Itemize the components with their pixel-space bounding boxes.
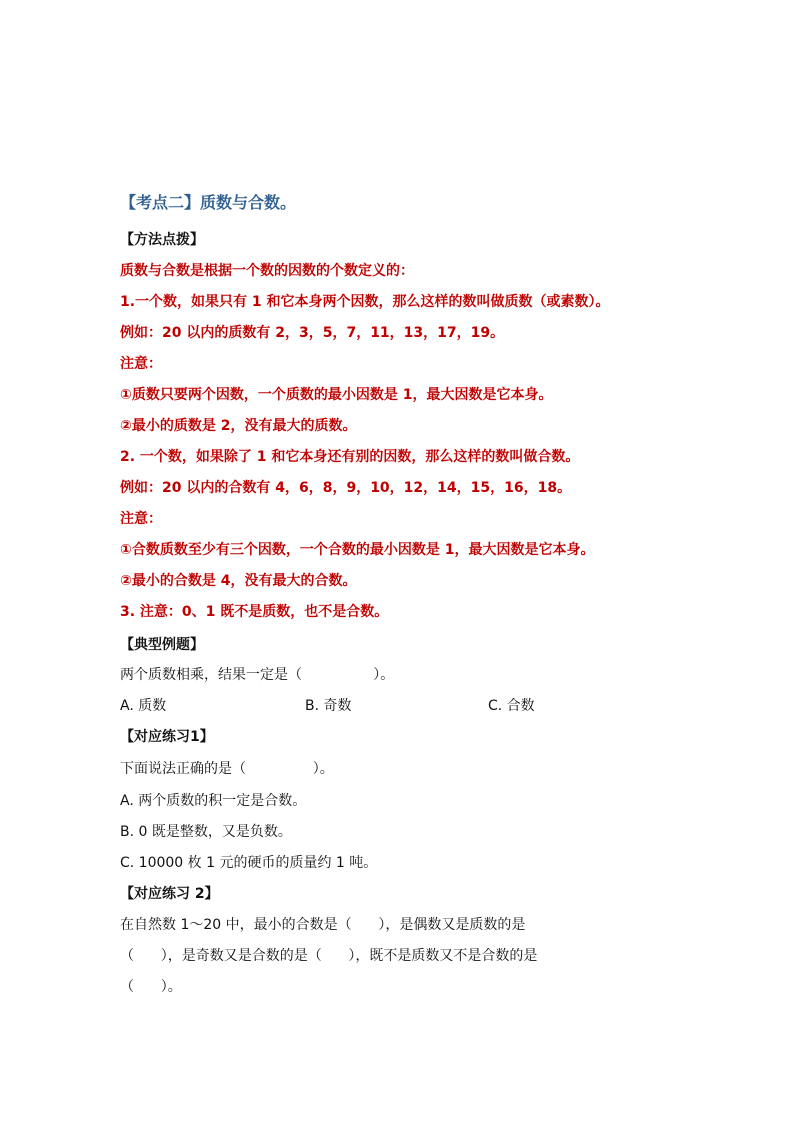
method-line: 质数与合数是根据一个数的因数的个数定义的： — [120, 263, 414, 279]
practice2-line: 在自然数 1～20 中，最小的合数是（ ），是偶数又是质数的是 — [120, 917, 526, 933]
choice-a: A. 质数 — [120, 698, 167, 714]
practice1-option-b: B. 0 既是整数，又是负数。 — [120, 824, 292, 840]
method-line: 例如：20 以内的合数有 4，6，8，9，10，12，14，15，16，18。 — [120, 480, 572, 496]
practice1-option-a: A. 两个质数的积一定是合数。 — [120, 793, 307, 809]
practice2-line: （ ）。 — [120, 979, 182, 995]
method-line: ②最小的合数是 4，没有最大的合数。 — [120, 573, 357, 589]
practice2-line: （ ），是奇数又是合数的是（ ），既不是质数又不是合数的是 — [120, 948, 538, 964]
method-line: 例如：20 以内的质数有 2，3，5，7，11，13，17，19。 — [120, 325, 505, 341]
practice1-question: 下面说法正确的是（ ）。 — [120, 761, 334, 777]
method-line: ①质数只要两个因数，一个质数的最小因数是 1，最大因数是它本身。 — [120, 387, 553, 403]
page-title: 【考点二】质数与合数。 — [120, 193, 297, 212]
practice2-header: 【对应练习 2】 — [120, 886, 219, 902]
method-line: ①合数质数至少有三个因数，一个合数的最小因数是 1，最大因数是它本身。 — [120, 542, 595, 558]
choice-c: C. 合数 — [488, 698, 535, 714]
method-line: 2. 一个数，如果除了 1 和它本身还有别的因数，那么这样的数叫做合数。 — [120, 449, 580, 465]
method-line: 注意： — [120, 356, 162, 372]
example-question: 两个质数相乘，结果一定是（ ）。 — [120, 667, 395, 683]
method-line: 1.一个数，如果只有 1 和它本身两个因数，那么这样的数叫做质数（或素数）。 — [120, 294, 610, 310]
method-line: 3. 注意：0、1 既不是质数，也不是合数。 — [120, 604, 389, 620]
method-line: 注意： — [120, 511, 162, 527]
practice1-header: 【对应练习1】 — [120, 729, 214, 745]
method-line: ②最小的质数是 2，没有最大的质数。 — [120, 418, 357, 434]
choice-b: B. 奇数 — [305, 698, 352, 714]
example-header: 【典型例题】 — [120, 637, 204, 653]
method-header: 【方法点拨】 — [120, 232, 204, 248]
practice1-option-c: C. 10000 枚 1 元的硬币的质量约 1 吨。 — [120, 855, 378, 871]
